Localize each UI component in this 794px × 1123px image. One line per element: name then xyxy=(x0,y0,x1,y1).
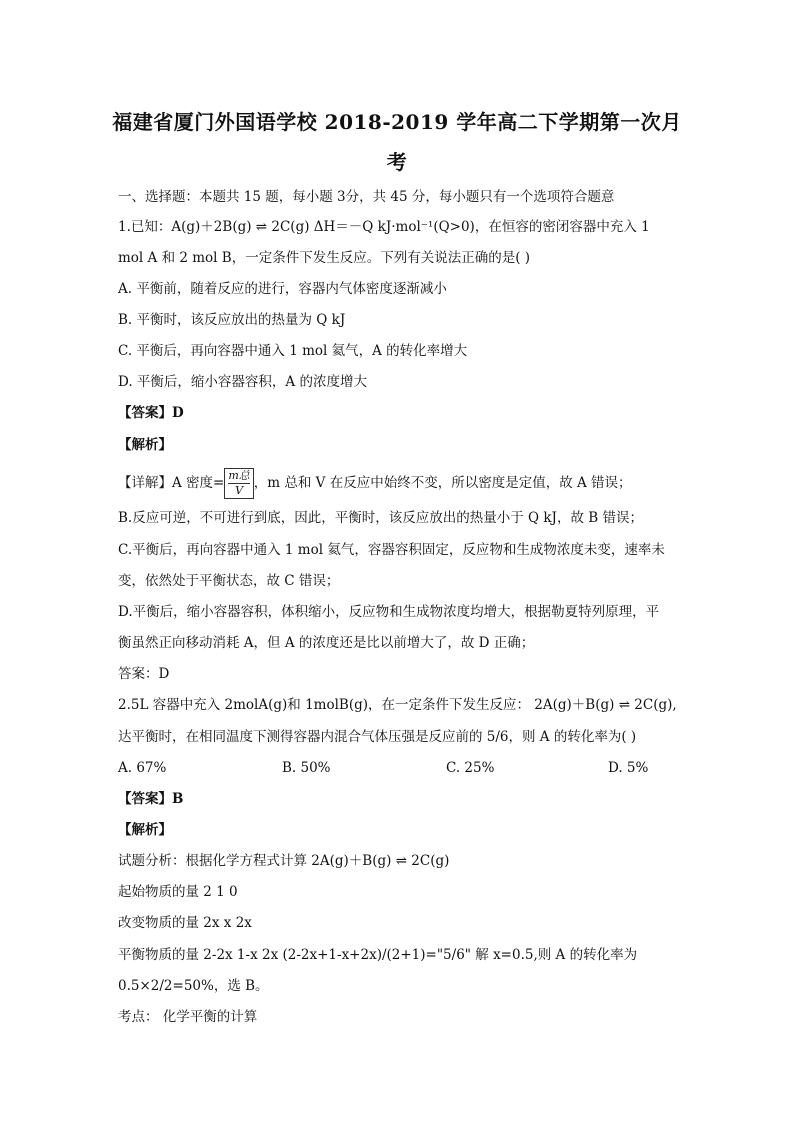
fraction-denominator: V xyxy=(235,484,244,497)
q1-option-c: C. 平衡后，再向容器中通入 1 mol 氦气，A 的转化率增大 xyxy=(118,343,468,359)
q2-stem-line1: 2.5L 容器中充入 2molA(g)和 1molB(g)，在一定条件下发生反应： 2A(g)＋B(g) ⇌ 2C(g), xyxy=(118,697,677,713)
density-fraction xyxy=(224,468,253,499)
q1-option-a: A. 平衡前，随着反应的进行，容器内气体密度逐渐减小 xyxy=(118,281,447,297)
q1-detail-c1: C.平衡后，再向容器中通入 1 mol 氦气，容器容积固定，反应物和生成物浓度未变，速率未 xyxy=(118,542,665,558)
q1-stem-line2: mol A 和 2 mol B，一定条件下发生反应。下列有关说法正确的是( ) xyxy=(118,250,531,266)
q2-answer: 【答案】B xyxy=(118,791,184,807)
q2-analysis-line1: 试题分析：根据化学方程式计算 2A(g)＋B(g) ⇌ 2C(g) xyxy=(118,853,450,869)
q1-stem-line1: 1.已知：A(g)＋2B(g) ⇌ 2C(g) ΔH＝－Q kJ·mol⁻¹(Q>0)，在恒容的密闭容器中充入 1 xyxy=(118,219,650,235)
q2-option-b: B. 50% xyxy=(282,760,331,776)
q2-result: 0.5×2/2=50%，选 B。 xyxy=(118,978,269,994)
q1-detail-line xyxy=(118,466,678,500)
q2-equilibrium-amount: 平衡物质的量 2-2x 1-x 2x (2-2x+1-x+2x)/(2+1)="5/6" 解 x=0.5,则 A 的转化率为 xyxy=(118,947,638,963)
q1-detail-rest: ，m 总和 V 在反应中始终不变，所以密度是定值，故 A 错误； xyxy=(253,475,632,491)
section-header: 一、选择题：本题共 15 题，每小题 3分，共 45 分，每小题只有一个选项符合题意 xyxy=(118,189,615,205)
q2-option-d: D. 5% xyxy=(608,760,649,776)
q1-final-answer: 答案：D xyxy=(118,666,170,682)
document-title-line2: 考 xyxy=(386,150,408,174)
q1-detail-d1: D.平衡后，缩小容器容积，体积缩小，反应物和生成物浓度均增大，根据勒夏特列原理，平 xyxy=(118,604,660,620)
q1-option-d: D. 平衡后，缩小容器容积，A 的浓度增大 xyxy=(118,374,367,390)
q1-detail-prefix: 【详解】A 密度= xyxy=(118,475,225,491)
q2-kaodian: 考点： 化学平衡的计算 xyxy=(118,1009,258,1025)
q1-answer: 【答案】D xyxy=(118,405,184,421)
q1-analysis-label: 【解析】 xyxy=(118,437,172,453)
q1-option-b: B. 平衡时，该反应放出的热量为 Q kJ xyxy=(118,312,346,328)
q2-analysis-label: 【解析】 xyxy=(118,822,172,838)
q1-detail-b: B.反应可逆，不可进行到底，因此，平衡时，该反应放出的热量小于 Q kJ，故 B 错误； xyxy=(118,510,643,526)
fraction-numerator: m总 xyxy=(228,469,250,482)
q2-change-amount: 改变物质的量 2x x 2x xyxy=(118,915,252,931)
q2-stem-line2: 达平衡时，在相同温度下测得容器内混合气体压强是反应前的 5/6，则 A 的转化率为( ) xyxy=(118,729,637,745)
q2-option-c: C. 25% xyxy=(446,760,495,776)
q1-detail-c2: 变，依然处于平衡状态，故 C 错误； xyxy=(118,573,340,589)
document-title-line1: 福建省厦门外国语学校 2018-2019 学年高二下学期第一次月 xyxy=(112,110,682,134)
q1-detail-d2: 衡虽然正向移动消耗 A，但 A 的浓度还是比以前增大了，故 D 正确； xyxy=(118,635,535,651)
q2-start-amount: 起始物质的量 2 1 0 xyxy=(118,884,238,900)
q2-option-a: A. 67% xyxy=(118,760,167,776)
